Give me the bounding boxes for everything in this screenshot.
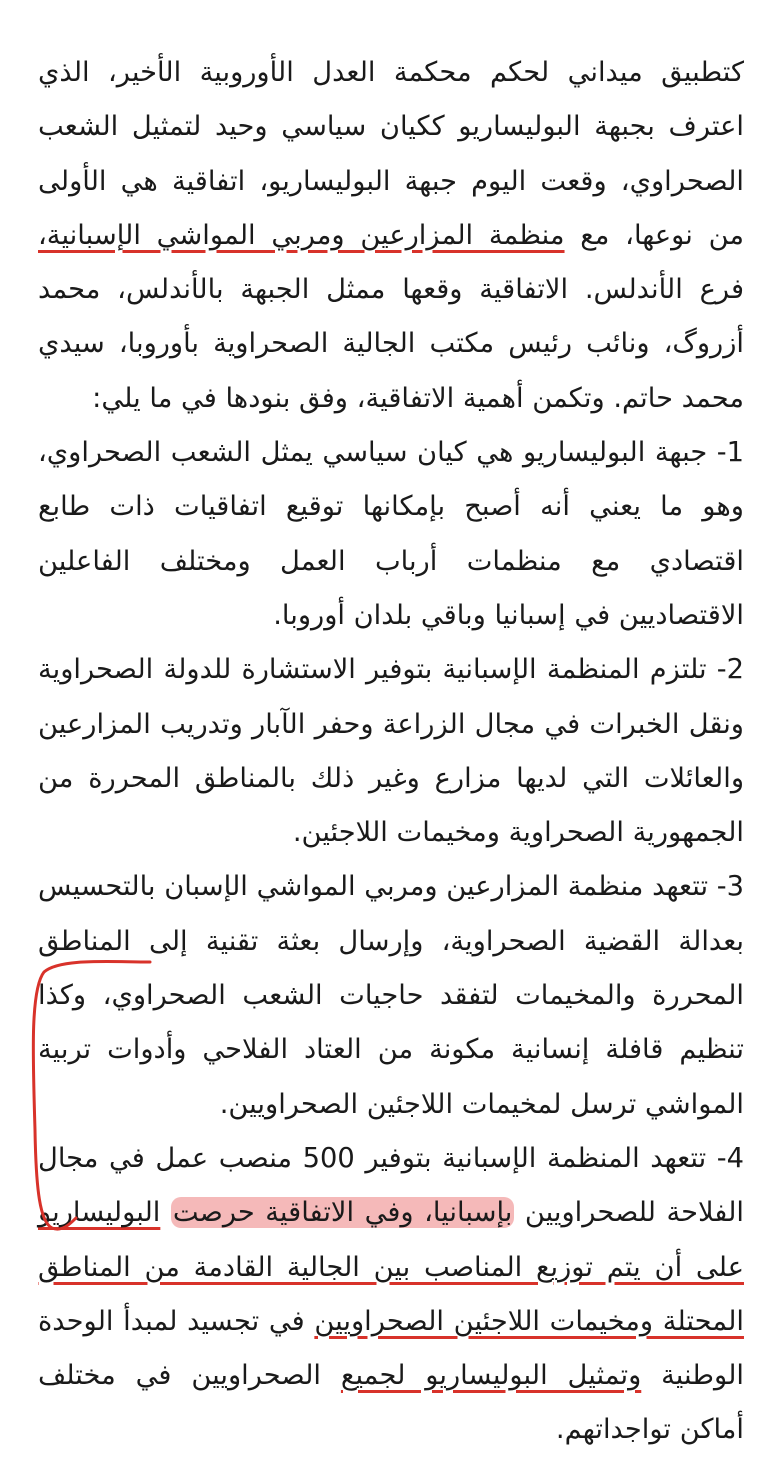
underlined-phrase-2: وتمثيل البوليساريو لجميع — [340, 1360, 642, 1392]
underlined-organization-name: منظمة المزارعين ومربي المواشي الإسبانية، — [38, 219, 565, 251]
underlined-phrase: البوليساريو على أن يتم توزيع المناصب بين الجالية القادمة من المناطق المحتلة ومخيمات اللاجئين الصحراويين — [38, 1197, 744, 1337]
item-4-text: 4- تتعهد المنظمة الإسبانية بتوفير 500 منصب عمل في مجال الفلاحة للصحراويين — [38, 1142, 744, 1229]
item-4-text-middle: في تجسيد لمبدأ الوحدة الوطنية — [38, 1305, 745, 1392]
list-item-3: 3- تتعهد منظمة المزارعين ومربي المواشي الإسبان بالتحسيس بعدالة القضية الصحراوية، وإرسال بعثة تقنية إلى المناطق المحررة والمخيمات لتفقد حاجيات الشعب الصحراوي، وكذا تنظيم قافلة إنسانية مكونة من العتاد الفلاحي وأدوات تربية المواشي ترسل لمخيمات اللاجئين الصحراويين. — [38, 871, 744, 1120]
intro-text: كتطبيق ميداني لحكم محكمة العدل الأوروبية الأخير، الذي اعترف بجبهة البوليساريو ككيان سياسي وحيد لتمثيل الشعب الصحراوي، وقعت اليوم جبهة البوليساريو، اتفاقية هي الأولى من نوعها، مع — [38, 57, 744, 251]
article-body — [38, 46, 744, 1458]
intro-paragraph — [38, 46, 744, 426]
list-item-1: 1- جبهة البوليساريو هي كيان سياسي يمثل الشعب الصحراوي، وهو ما يعني أنه أصبح بإمكانها توقيع اتفاقيات ذات طابع اقتصادي مع منظمات أرباب العمل ومختلف الفاعلين الاقتصاديين في إسبانيا وباقي بلدان أوروبا. — [38, 437, 744, 631]
item-4-text-end: الصحراويين في مختلف أماكن تواجداتهم. — [38, 1360, 744, 1446]
highlighted-phrase: بإسبانيا، وفي الاتفاقية حرصت — [172, 1197, 513, 1229]
list-item-2: 2- تلتزم المنظمة الإسبانية بتوفير الاستشارة للدولة الصحراوية ونقل الخبرات في مجال الزراعة وحفر الآبار وتدريب المزارعين والعائلات التي لديها مزارع وغير ذلك بالمناطق المحررة من الجمهورية الصحراوية ومخيمات اللاجئين. — [38, 654, 744, 849]
intro-text-continued: فرع الأندلس. الاتفاقية وقعها ممثل الجبهة بالأندلس، محمد أزروگ، ونائب رئيس مكتب الجالية الصحراوية بأوروبا، سيدي محمد حاتم. وتكمن أهمية الاتفاقية، وفق بنودها في ما يلي: — [38, 274, 744, 414]
list-item-4 — [38, 1132, 744, 1458]
